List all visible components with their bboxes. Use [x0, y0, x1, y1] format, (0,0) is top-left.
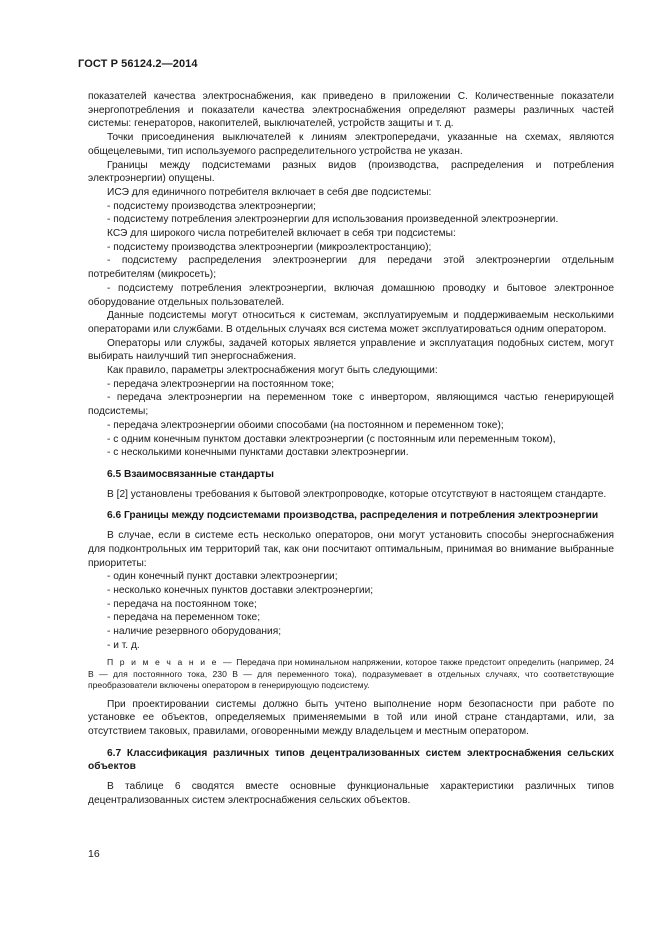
paragraph: показателей качества электроснабжения, как приведено в приложении C. Количественные показатели энергопотребления и показатели качества электроснабжения определяют размеры различных частей системы: генераторов, накопителей, выключателей, устройств защиты и т. д.: [88, 91, 614, 130]
document-header: ГОСТ Р 56124.2—2014: [78, 58, 198, 70]
paragraph: Точки присоединения выключателей к линиям электропередачи, указанные на схемах, являются общецелевыми, тип используемого распределительного устройства не указан.: [88, 132, 614, 157]
list-item: - подсистему распределения электроэнергии для передачи этой электроэнергии отдельным потребителям (микросеть);: [88, 255, 614, 281]
paragraph: В таблице 6 сводятся вместе основные функциональные характеристики различных типов децентрализованных систем электроснабжения сельских объектов.: [88, 781, 614, 806]
list-item: - с одним конечным пунктом доставки электроэнергии (с постоянным или переменным током),: [107, 433, 556, 445]
paragraph: Данные подсистемы могут относиться к системам, эксплуатируемым и поддерживаемым несколькими операторами или службами. В отдельных случаях вся система может эксплуатироваться одним оператором.: [88, 310, 614, 335]
note-text: Передача при номинальном напряжении, которое также предстоит определить (например, 24 В — для постоянного тока, 230 В — для переменного тока), подразумевает в отдельных случаях, что соответствующие преобразователи включены оператором в генерирующую подсистему.: [88, 657, 615, 691]
list-item: - передача электроэнергии на переменном токе с инвертором, являющимся частью генерирующей подсистемы;: [88, 392, 614, 418]
list-item: - подсистему потребления электроэнергии, включая домашнюю проводку и бытовое электронное оборудование отдельных пользователей.: [88, 282, 614, 308]
paragraph: ИСЭ для единичного потребителя включает в себя две подсистемы:: [107, 186, 432, 198]
page-number: 16: [88, 848, 100, 860]
list-item: - подсистему производства электроэнергии;: [107, 200, 316, 212]
paragraph: В случае, если в системе есть несколько операторов, они могут установить способы энергоснабжения для подконтрольных им территорий так, как они посчитают оптимальным, принимая во внимание выбранные приоритеты:: [88, 530, 614, 569]
note: [88, 657, 614, 691]
list-item: - несколько конечных пунктов доставки электроэнергии;: [107, 584, 374, 596]
list-item: - передача электроэнергии на постоянном токе;: [107, 378, 335, 390]
paragraph: Как правило, параметры электроснабжения могут быть следующими:: [107, 365, 438, 377]
section-heading: 6.7 Классификация различных типов децентрализованных систем электроснабжения сельских объектов: [88, 747, 614, 773]
paragraph: В [2] установлены требования к бытовой электропроводке, которые отсутствуют в настоящем стандарте.: [107, 488, 607, 500]
list-item: - с несколькими конечными пунктами доставки электроэнергии.: [107, 447, 409, 459]
page-body: [88, 90, 614, 808]
list-item: - и т. д.: [107, 639, 140, 651]
list-item: - подсистему производства электроэнергии (микроэлектростанцию);: [107, 241, 432, 253]
list-item: - передача электроэнергии обоими способами (на постоянном и переменном токе);: [107, 419, 504, 431]
list-item: - подсистему потребления электроэнергии для использования произведенной электроэнергии.: [107, 214, 559, 226]
section-heading: 6.5 Взаимосвязанные стандарты: [107, 468, 274, 480]
note-label: П р и м е ч а н и е —: [107, 657, 234, 668]
paragraph: Границы между подсистемами разных видов (производства, распределения и потребления электроэнергии) опущены.: [88, 159, 614, 185]
list-item: - наличие резервного оборудования;: [107, 626, 282, 638]
list-item: - один конечный пункт доставки электроэнергии;: [107, 571, 338, 583]
section-heading: 6.6 Границы между подсистемами производства, распределения и потребления электроэнергии: [107, 510, 599, 522]
list-item: - передача на постоянном токе;: [107, 598, 257, 610]
paragraph: При проектировании системы должно быть учтено выполнение норм безопасности при работе по установке ее объектов, определяемых применяемыми в той или иной стране стандартами, или, за отсутствием таковых, правилами, оговоренными между владельцем и местным оператором.: [88, 698, 614, 738]
list-item: - передача на переменном токе;: [107, 612, 261, 624]
paragraph: Операторы или службы, задачей которых является управление и эксплуатация подобных систем, могут выбирать наилучший тип энергоснабжения.: [88, 337, 614, 363]
paragraph: КСЭ для широкого числа потребителей включает в себя три подсистемы:: [107, 228, 456, 240]
